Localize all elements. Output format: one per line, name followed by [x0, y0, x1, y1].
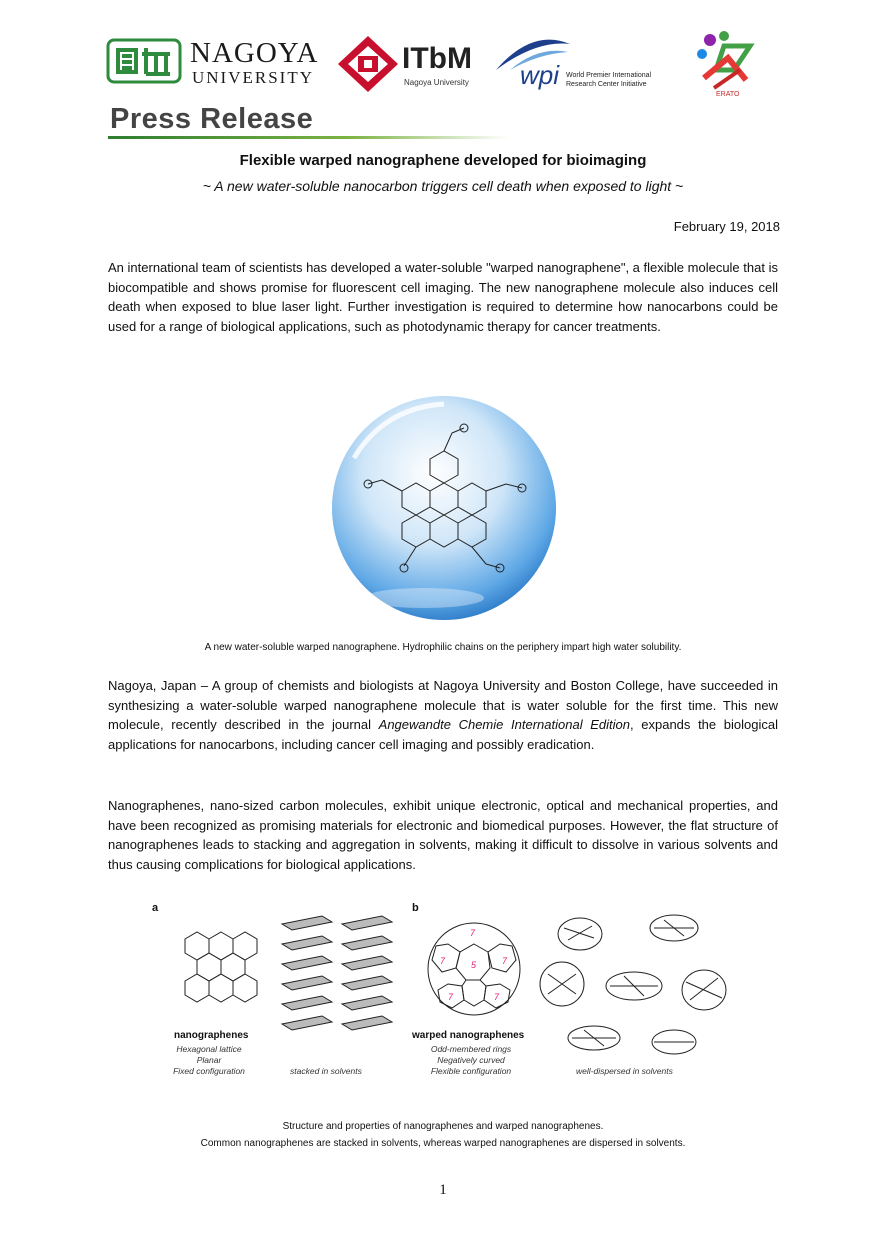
warped-desc-2: Negatively curved	[437, 1055, 505, 1065]
ring-label-center: 5	[471, 960, 477, 970]
flat-nanographene-diagram	[176, 922, 266, 1012]
figure2-caption-1: Structure and properties of nanographenes and warped nanographenes.	[282, 1121, 604, 1132]
svg-text:ERATO: ERATO	[716, 91, 740, 98]
nagoya-emblem-icon	[106, 38, 182, 84]
figure-comparison	[150, 900, 750, 1095]
dispersed-molecules-diagram	[534, 904, 734, 1064]
itbm-sub: Nagoya University	[404, 78, 469, 87]
figure1-caption: A new water-soluble warped nanographene. Hydrophilic chains on the periphery impart high water solubility.	[204, 642, 682, 653]
stacked-sheets-diagram	[272, 910, 402, 1050]
press-release-rule	[108, 136, 508, 139]
figure-nanographene-sphere	[324, 388, 564, 628]
page-number: 1	[439, 1182, 447, 1198]
warped-nanographene-diagram	[418, 914, 530, 1024]
dispersed-label: well-dispersed in solvents	[576, 1066, 673, 1076]
figure2-caption-2: Common nanographenes are stacked in solvents, whereas warped nanographenes are dispersed in solvents.	[200, 1138, 686, 1149]
stacked-label: stacked in solvents	[290, 1066, 362, 1076]
figure-label-a: a	[152, 902, 159, 914]
warped-desc-1: Odd-membered rings	[430, 1044, 512, 1054]
ring-label-right: 7	[502, 956, 508, 966]
press-release-heading: Press Release	[110, 103, 314, 135]
nagoya-name: NAGOYA	[190, 37, 319, 69]
paragraph-intro: An international team of scientists has developed a water-soluble "warped nanographene", a flexible molecule that is biocompatible and shows promise for fluorescent cell imaging. The new nanographene molecule also induces cell death when exposed to blue laser light. Further investigation is required to determine how nanocarbons could be used for a range of biological applications, such as photodynamic therapy for cancer treatments.	[108, 260, 778, 334]
nanographenes-heading: nanographenes	[174, 1030, 249, 1041]
itbm-emblem-icon	[336, 34, 400, 94]
ring-label-bottom-right: 7	[494, 992, 500, 1002]
paragraph-nagoya-text-1: Nagoya, Japan – A group of chemists and biologists at Nagoya University and Boston College, have succeeded in synthesizing a water-soluble warped nanographene molecule that is water soluble for the first time. This new molecule, recently described in the journal	[108, 678, 778, 733]
ring-label-bottom-left: 7	[448, 992, 454, 1002]
partner-emblem-icon	[694, 30, 760, 98]
nano-desc-2: Planar	[196, 1055, 222, 1065]
wpi-sub-1: World Premier International	[566, 72, 652, 79]
paragraph-nanographenes: Nanographenes, nano-sized carbon molecules, exhibit unique electronic, optical and mechanical properties, and have been recognized as promising materials for electronic and biomedical purposes. However, the flat structure of nanographenes leads to stacking and aggregation in solvents, making it difficult to dissolve in various solvents and thus causing complications for biological applications.	[108, 798, 778, 872]
paragraph-nagoya	[108, 676, 778, 754]
warped-desc-3: Flexible configuration	[430, 1066, 512, 1076]
wpi-sub-2: Research Center Initiative	[566, 81, 647, 88]
warped-heading: warped nanographenes	[412, 1030, 525, 1041]
header-logos	[100, 30, 800, 100]
itbm-name: ITbM	[402, 42, 472, 75]
nagoya-sub: UNIVERSITY	[192, 68, 314, 87]
release-date: February 19, 2018	[673, 219, 780, 234]
page-title: Flexible warped nanographene developed for bioimaging	[239, 152, 647, 169]
page-subtitle: ~ A new water-soluble nanocarbon triggers cell death when exposed to light ~	[202, 178, 684, 194]
paragraph-nagoya-text-2: , expands the biological applications for nanocarbons, including cancer cell imaging and possibly eradication.	[108, 717, 778, 752]
ring-label-top: 7	[470, 928, 476, 938]
ring-label-left: 7	[440, 956, 446, 966]
journal-name: Angewandte Chemie International Edition	[378, 717, 630, 733]
nano-desc-3: Fixed configuration	[173, 1066, 245, 1076]
sphere-shape	[332, 396, 556, 620]
wpi-name: wpi	[520, 60, 560, 90]
nano-desc-1: Hexagonal lattice	[176, 1044, 242, 1054]
figure-label-b: b	[412, 902, 419, 914]
